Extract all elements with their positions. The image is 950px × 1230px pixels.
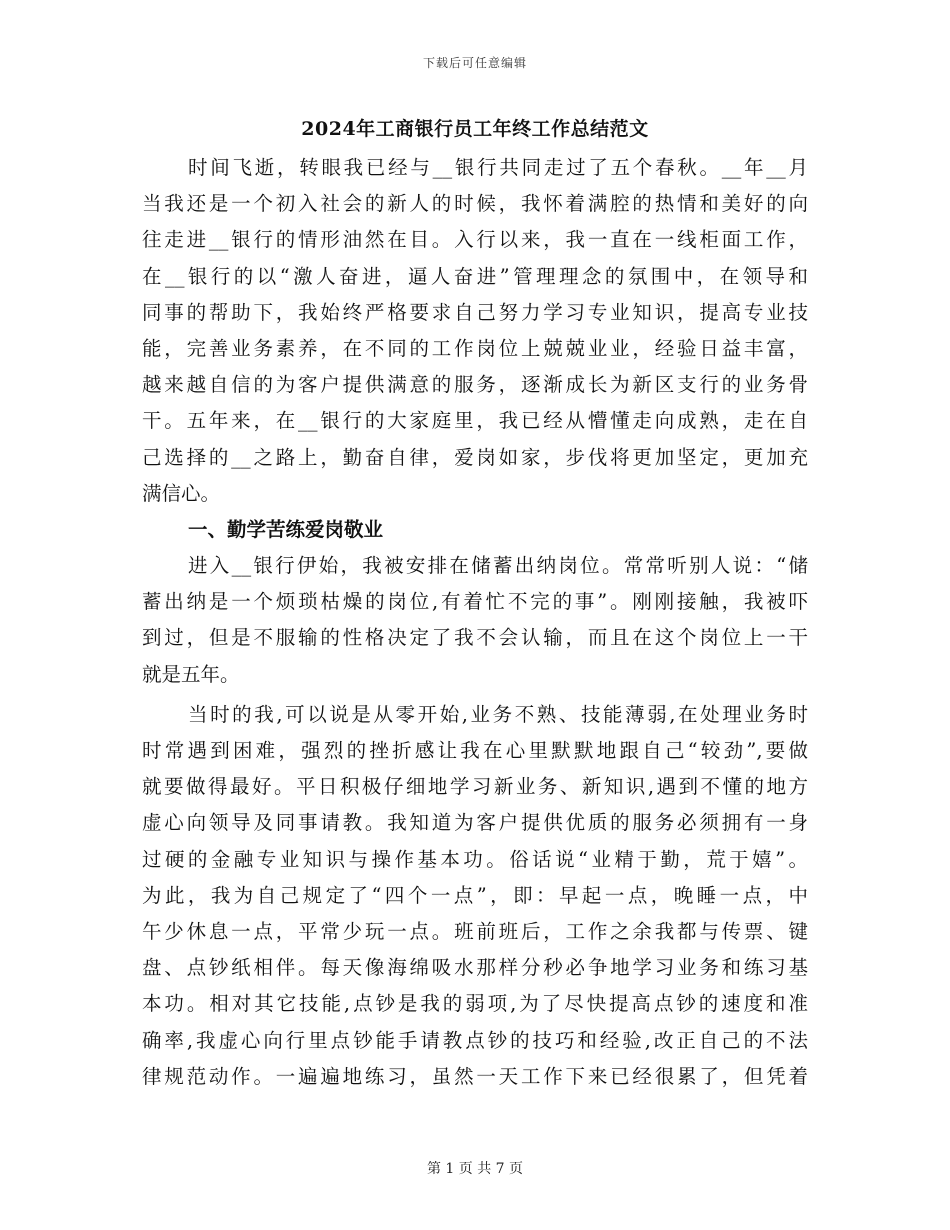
text-line: 律规范动作。一遍遍地练习，虽然一天工作下来已经很累了，但凭着 (142, 1064, 808, 1088)
text-line: 就是五年。 (142, 662, 240, 686)
text-line: 时间飞逝，转眼我已经与__银行共同走过了五个春秋。__年__月 (188, 156, 808, 179)
text-line: 往走进__银行的情形油然在目。入行以来，我一直在一线柜面工作， (142, 228, 808, 252)
page-number: 第 1 页 共 7 页 (426, 1161, 524, 1177)
text-line: 盘、点钞纸相伴。每天像海绵吸水那样分秒必争地学习业务和练习基 (142, 956, 808, 980)
document-body (142, 150, 808, 1095)
text-line: 当我还是一个初入社会的新人的时候，我怀着满腔的热情和美好的向 (142, 192, 808, 216)
header-note: 下载后可任意编辑 (422, 56, 527, 70)
text-line: 确率,我虚心向行里点钞能手请教点钞的技巧和经验,改正自己的不法 (142, 1028, 808, 1052)
text-line: 过硬的金融专业知识与操作基本功。俗话说“业精于勤，荒于嬉”。 (142, 847, 808, 871)
text-line: 己选择的__之路上，勤奋自律，爱岗如家，步伐将更加坚定，更加充 (142, 445, 808, 469)
text-line: 到过，但是不服输的性格决定了我不会认输，而且在这个岗位上一干 (142, 626, 808, 650)
section-heading: 一、勤学苦练爱岗敬业 (188, 517, 384, 541)
text-line: 在__银行的以“激人奋进，逼人奋进”管理理念的氛围中，在领导和 (142, 264, 808, 288)
text-line: 午少休息一点，平常少玩一点。班前班后，工作之余我都与传票、键 (142, 919, 808, 943)
text-line: 满信心。 (142, 481, 221, 505)
text-line: 就要做得最好。平日积极仔细地学习新业务、新知识,遇到不懂的地方 (142, 775, 808, 799)
document-title: 2024年工商银行员工年终工作总结范文 (301, 118, 649, 140)
text-line: 本功。相对其它技能,点钞是我的弱项,为了尽快提高点钞的速度和准 (142, 992, 808, 1016)
text-line: 同事的帮助下，我始终严格要求自己努力学习专业知识，提高专业技 (142, 300, 808, 324)
text-line: 当时的我,可以说是从零开始,业务不熟、技能薄弱,在处理业务时 (188, 702, 808, 726)
text-line: 能，完善业务素养，在不同的工作岗位上兢兢业业，经验日益丰富， (142, 336, 808, 360)
text-line: 进入__银行伊始，我被安排在储蓄出纳岗位。常常听别人说：“储 (188, 554, 808, 578)
text-line: 蓄出纳是一个烦琐枯燥的岗位,有着忙不完的事”。刚刚接触，我被吓 (142, 590, 808, 614)
text-line: 越来越自信的为客户提供满意的服务，逐渐成长为新区支行的业务骨 (142, 373, 808, 397)
text-line: 为此，我为自己规定了“四个一点”，即：早起一点，晚睡一点，中 (142, 883, 808, 907)
text-line: 时常遇到困难，强烈的挫折感让我在心里默默地跟自己“较劲”,要做 (142, 739, 808, 762)
text-line: 干。五年来，在__银行的大家庭里，我已经从懵懂走向成熟，走在自 (142, 409, 808, 433)
text-line: 虚心向领导及同事请教。我知道为客户提供优质的服务必须拥有一身 (142, 811, 808, 835)
